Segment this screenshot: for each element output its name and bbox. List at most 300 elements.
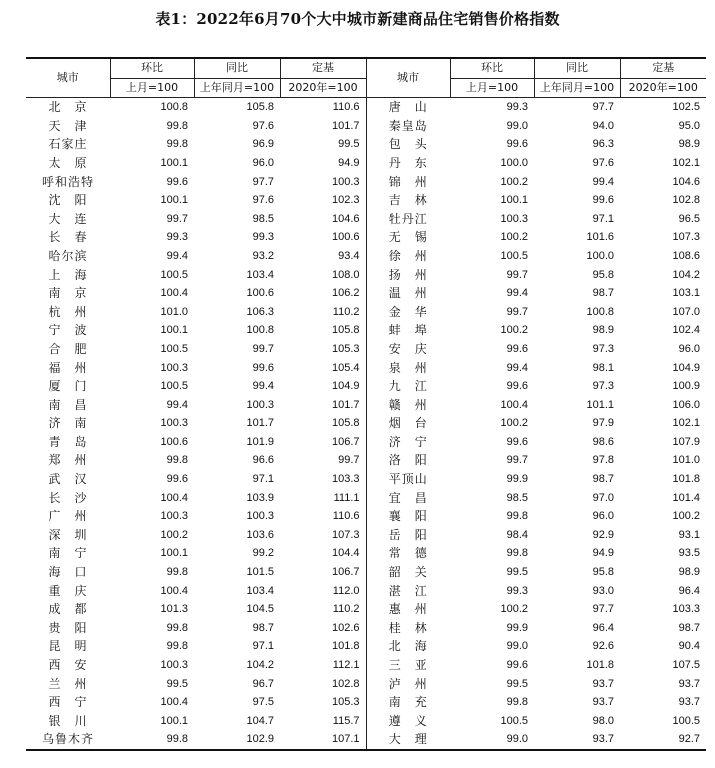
right-fixed-cell: 103.3 [672, 603, 700, 616]
left-fixed-cell: 99.7 [280, 451, 366, 470]
right-city-cell: 湛 江 [388, 583, 428, 598]
table-row [26, 154, 706, 173]
left-yoy-cell: 99.6 [252, 361, 274, 374]
left-mom-cell: 100.6 [160, 435, 188, 448]
right-yoy-cell: 93.7 [534, 730, 620, 750]
right-yoy-cell: 95.8 [592, 566, 614, 579]
header-fixed-right: 定基 [620, 58, 706, 78]
left-mom-cell: 100.5 [160, 268, 188, 281]
left-yoy-cell: 97.7 [252, 175, 274, 188]
left-city-cell: 合 肥 [48, 341, 88, 356]
left-fixed-cell: 105.4 [280, 359, 366, 378]
left-yoy-cell: 100.3 [246, 510, 274, 523]
left-yoy-cell: 104.2 [246, 659, 274, 671]
table-title: 表1：2022年6月70个大中城市新建商品住宅销售价格指数 [155, 10, 560, 28]
right-fixed-cell: 98.9 [678, 138, 700, 151]
left-yoy-cell: 105.8 [246, 101, 274, 114]
right-yoy-cell: 98.9 [592, 324, 614, 337]
right-fixed-cell: 102.5 [672, 101, 700, 114]
right-mom-cell: 99.8 [506, 510, 528, 523]
left-yoy-cell: 101.7 [246, 417, 274, 430]
table-row [26, 637, 706, 656]
right-fixed-cell: 90.4 [678, 640, 700, 653]
right-fixed-cell: 102.1 [672, 417, 700, 430]
right-city-cell: 唐 山 [388, 100, 428, 115]
left-fixed-cell: 100.3 [280, 173, 366, 192]
left-mom-cell: 100.1 [160, 324, 188, 337]
right-fixed-cell: 93.7 [678, 677, 700, 690]
left-mom-cell: 100.4 [160, 287, 188, 300]
left-city-cell: 兰 州 [48, 676, 88, 691]
left-mom-cell: 100.5 [160, 380, 188, 393]
left-yoy-cell: 100.6 [246, 287, 274, 300]
header-mom-base-right: 上月=100 [450, 78, 534, 98]
left-city-cell: 成 都 [48, 602, 88, 617]
left-mom-cell: 99.8 [166, 454, 188, 467]
left-fixed-cell: 107.1 [280, 730, 366, 750]
left-city-cell: 哈尔滨 [48, 248, 88, 263]
right-city-cell: 吉 林 [388, 193, 428, 208]
right-mom-cell: 100.2 [500, 417, 528, 430]
right-yoy-cell: 92.6 [592, 640, 614, 653]
left-city-cell: 贵 阳 [48, 620, 88, 635]
left-mom-cell: 100.2 [160, 528, 188, 541]
left-city-cell: 宁 波 [48, 323, 88, 338]
right-yoy-cell: 95.8 [592, 268, 614, 281]
right-fixed-cell: 96.4 [678, 584, 700, 597]
left-mom-cell: 99.5 [166, 677, 188, 690]
right-fixed-cell: 100.5 [672, 714, 700, 727]
left-fixed-cell: 101.7 [280, 117, 366, 136]
table-row [26, 675, 706, 694]
left-mom-cell: 99.8 [166, 640, 188, 653]
left-mom-cell: 99.8 [166, 119, 188, 132]
right-city-cell: 大 理 [366, 730, 450, 750]
table-row [26, 656, 706, 675]
left-fixed-cell: 105.8 [280, 321, 366, 340]
right-mom-cell: 100.2 [500, 603, 528, 616]
table-row [26, 135, 706, 154]
right-mom-cell: 100.1 [500, 194, 528, 207]
table-row [26, 284, 706, 303]
right-city-cell: 泸 州 [388, 676, 428, 691]
left-yoy-cell: 97.6 [252, 194, 274, 207]
left-fixed-cell: 102.8 [280, 675, 366, 694]
header-fixed-base-left: 2020年=100 [280, 78, 366, 98]
left-city-cell: 银 川 [48, 713, 88, 728]
right-city-cell: 平顶山 [388, 472, 428, 487]
right-mom-cell: 99.8 [506, 696, 528, 709]
right-mom-cell: 99.7 [506, 268, 528, 281]
left-yoy-cell: 101.5 [246, 566, 274, 579]
table-row [26, 730, 706, 750]
right-fixed-cell: 93.5 [678, 547, 700, 560]
left-yoy-cell: 106.3 [246, 305, 274, 318]
right-fixed-cell: 104.9 [672, 361, 700, 374]
left-fixed-cell: 111.1 [280, 489, 366, 508]
right-fixed-cell: 106.0 [672, 398, 700, 411]
table-row [26, 433, 706, 452]
left-mom-cell: 100.1 [160, 547, 188, 560]
left-mom-cell: 99.8 [110, 730, 194, 750]
left-mom-cell: 100.3 [160, 361, 188, 374]
right-yoy-cell: 92.9 [592, 528, 614, 541]
left-city-cell: 大 连 [48, 211, 88, 226]
right-city-cell: 惠 州 [388, 602, 428, 617]
right-mom-cell: 99.0 [506, 640, 528, 653]
right-yoy-cell: 93.7 [592, 677, 614, 690]
left-yoy-cell: 97.1 [252, 473, 274, 486]
left-fixed-cell: 105.3 [280, 340, 366, 359]
right-city-cell: 安 庆 [388, 341, 428, 356]
right-yoy-cell: 97.3 [592, 380, 614, 393]
left-yoy-cell: 103.4 [246, 268, 274, 281]
left-mom-cell: 99.7 [166, 212, 188, 225]
left-fixed-cell: 99.5 [280, 135, 366, 154]
left-city-cell: 北 京 [48, 100, 88, 115]
left-yoy-cell: 101.9 [246, 435, 274, 448]
table-row [26, 228, 706, 247]
right-yoy-cell: 94.0 [592, 119, 614, 132]
table-header [26, 58, 706, 98]
left-fixed-cell: 108.0 [280, 266, 366, 285]
right-city-cell: 常 德 [388, 546, 428, 561]
left-fixed-cell: 106.2 [280, 284, 366, 303]
table-row [26, 563, 706, 582]
left-yoy-cell: 98.7 [252, 621, 274, 634]
right-fixed-cell: 96.0 [678, 342, 700, 355]
right-mom-cell: 100.5 [500, 249, 528, 262]
table-body [26, 98, 706, 750]
right-city-cell: 包 头 [388, 137, 428, 152]
header-yoy-base-left: 上年同月=100 [194, 78, 280, 98]
right-mom-cell: 99.0 [506, 119, 528, 132]
left-city-cell: 西 安 [48, 658, 88, 672]
header-yoy-right: 同比 [534, 58, 620, 78]
header-yoy-left: 同比 [194, 58, 280, 78]
left-fixed-cell: 104.4 [280, 544, 366, 563]
right-city-cell: 岳 阳 [388, 527, 428, 542]
right-mom-cell: 100.4 [500, 398, 528, 411]
right-yoy-cell: 93.7 [592, 696, 614, 709]
right-city-cell: 徐 州 [388, 248, 428, 263]
right-mom-cell: 100.5 [500, 714, 528, 727]
left-fixed-cell: 115.7 [280, 712, 366, 731]
left-mom-cell: 99.4 [166, 249, 188, 262]
right-mom-cell: 99.5 [506, 677, 528, 690]
right-yoy-cell: 97.8 [592, 454, 614, 467]
table-row [26, 619, 706, 638]
right-mom-cell: 99.6 [506, 138, 528, 151]
left-mom-cell: 100.1 [160, 714, 188, 727]
left-city-cell: 乌鲁木齐 [26, 730, 110, 750]
table-row [26, 321, 706, 340]
table-row [26, 340, 706, 359]
left-city-cell: 青 岛 [48, 434, 88, 449]
right-mom-cell: 99.6 [506, 342, 528, 355]
right-fixed-cell: 93.1 [678, 528, 700, 541]
right-city-cell: 锦 州 [388, 174, 428, 189]
right-city-cell: 洛 阳 [388, 453, 428, 468]
right-mom-cell: 99.3 [506, 101, 528, 114]
left-yoy-cell: 102.9 [194, 730, 280, 750]
right-city-cell: 南 充 [388, 695, 428, 710]
left-city-cell: 呼和浩特 [41, 174, 94, 189]
left-city-cell: 昆 明 [48, 639, 88, 654]
right-fixed-cell: 104.6 [672, 175, 700, 188]
table-row [26, 117, 706, 136]
table-row [26, 396, 706, 415]
header-city-right: 城市 [366, 58, 450, 98]
left-city-cell: 深 圳 [48, 527, 88, 542]
left-mom-cell: 99.6 [166, 175, 188, 188]
left-fixed-cell: 105.8 [280, 414, 366, 433]
left-city-cell: 重 庆 [48, 583, 88, 598]
right-yoy-cell: 101.1 [586, 398, 614, 411]
right-yoy-cell: 97.7 [592, 603, 614, 616]
left-yoy-cell: 96.6 [252, 454, 274, 467]
left-city-cell: 广 州 [48, 509, 88, 524]
left-mom-cell: 99.8 [166, 566, 188, 579]
right-city-cell: 北 海 [388, 639, 428, 654]
left-fixed-cell: 110.2 [280, 303, 366, 322]
table-row [26, 414, 706, 433]
right-yoy-cell: 98.6 [592, 435, 614, 448]
right-city-cell: 宜 昌 [388, 490, 428, 505]
left-yoy-cell: 97.5 [252, 696, 274, 709]
right-fixed-cell: 102.8 [672, 194, 700, 207]
left-mom-cell: 101.0 [160, 305, 188, 318]
right-yoy-cell: 101.6 [586, 231, 614, 244]
left-fixed-cell: 102.3 [280, 191, 366, 210]
left-mom-cell: 99.3 [166, 231, 188, 244]
table-row [26, 266, 706, 285]
right-mom-cell: 99.6 [506, 380, 528, 393]
right-city-cell: 金 华 [388, 304, 428, 319]
left-mom-cell: 99.8 [166, 621, 188, 634]
right-fixed-cell: 101.4 [672, 491, 700, 504]
right-fixed-cell: 101.0 [672, 454, 700, 467]
right-mom-cell: 100.2 [500, 231, 528, 244]
left-yoy-cell: 97.1 [252, 640, 274, 653]
left-yoy-cell: 98.5 [252, 212, 274, 225]
left-fixed-cell: 101.8 [280, 637, 366, 656]
table-row [26, 173, 706, 192]
right-fixed-cell: 107.0 [672, 305, 700, 318]
right-city-cell: 温 州 [388, 286, 428, 301]
left-city-cell: 长 春 [48, 230, 88, 245]
right-yoy-cell: 96.4 [592, 621, 614, 634]
left-fixed-cell: 112.1 [280, 656, 366, 675]
left-mom-cell: 100.1 [160, 194, 188, 207]
right-city-cell: 桂 林 [388, 620, 428, 635]
right-city-cell: 蚌 埠 [388, 323, 428, 338]
right-mom-cell: 100.0 [500, 156, 528, 169]
right-city-cell: 襄 阳 [388, 509, 428, 524]
right-mom-cell: 99.6 [506, 435, 528, 448]
right-fixed-cell: 98.9 [678, 566, 700, 579]
left-yoy-cell: 93.2 [252, 249, 274, 262]
left-city-cell: 长 沙 [48, 490, 88, 505]
right-mom-cell: 100.2 [500, 324, 528, 337]
table-row [26, 247, 706, 266]
right-city-cell: 烟 台 [388, 416, 428, 431]
table-row [26, 693, 706, 712]
right-mom-cell: 99.4 [506, 287, 528, 300]
right-mom-cell: 99.9 [506, 621, 528, 634]
right-mom-cell: 99.0 [450, 730, 534, 750]
right-yoy-cell: 101.8 [586, 659, 614, 671]
left-city-cell: 厦 门 [48, 379, 88, 394]
right-fixed-cell: 103.1 [672, 287, 700, 300]
header-mom-base-left: 上月=100 [110, 78, 194, 98]
right-mom-cell: 98.5 [506, 491, 528, 504]
right-fixed-cell: 107.5 [672, 659, 700, 671]
left-yoy-cell: 100.3 [246, 398, 274, 411]
right-fixed-cell: 92.7 [620, 730, 706, 750]
left-yoy-cell: 103.9 [246, 491, 274, 504]
right-fixed-cell: 101.8 [672, 473, 700, 486]
header-fixed-left: 定基 [280, 58, 366, 78]
table-row [26, 712, 706, 731]
left-yoy-cell: 99.2 [252, 547, 274, 560]
left-city-cell: 杭 州 [48, 304, 88, 319]
left-city-cell: 济 南 [48, 416, 88, 431]
left-fixed-cell: 104.6 [280, 210, 366, 229]
left-yoy-cell: 99.3 [252, 231, 274, 244]
right-mom-cell: 99.8 [506, 547, 528, 560]
right-yoy-cell: 97.1 [592, 212, 614, 225]
right-city-cell: 无 锡 [388, 230, 428, 245]
right-fixed-cell: 98.7 [678, 621, 700, 634]
header-yoy-base-right: 上年同月=100 [534, 78, 620, 98]
left-mom-cell: 100.4 [160, 696, 188, 709]
left-city-cell: 海 口 [48, 565, 88, 580]
right-city-cell: 九 江 [388, 379, 428, 394]
header-mom-left: 环比 [110, 58, 194, 78]
left-fixed-cell: 110.6 [280, 507, 366, 526]
right-yoy-cell: 98.7 [592, 473, 614, 486]
left-fixed-cell: 104.9 [280, 377, 366, 396]
right-fixed-cell: 96.5 [678, 212, 700, 225]
right-city-cell: 韶 关 [388, 565, 428, 580]
right-mom-cell: 100.3 [500, 212, 528, 225]
right-fixed-cell: 104.2 [672, 268, 700, 281]
right-yoy-cell: 94.9 [592, 547, 614, 560]
table-row [26, 489, 706, 508]
right-mom-cell: 99.3 [506, 584, 528, 597]
right-fixed-cell: 102.4 [672, 324, 700, 337]
left-city-cell: 太 原 [48, 155, 88, 170]
right-city-cell: 三 亚 [388, 658, 428, 672]
right-mom-cell: 98.4 [506, 528, 528, 541]
right-yoy-cell: 96.3 [592, 138, 614, 151]
right-yoy-cell: 96.0 [592, 510, 614, 523]
right-yoy-cell: 98.1 [592, 361, 614, 374]
table-row [26, 359, 706, 378]
left-city-cell: 南 昌 [48, 397, 88, 412]
right-yoy-cell: 97.0 [592, 491, 614, 504]
right-yoy-cell: 93.0 [592, 584, 614, 597]
right-city-cell: 赣 州 [388, 397, 428, 412]
right-city-cell: 扬 州 [388, 267, 428, 282]
right-mom-cell: 99.9 [506, 473, 528, 486]
left-mom-cell: 101.3 [160, 603, 188, 616]
right-city-cell: 秦皇岛 [388, 118, 428, 133]
table-row [26, 544, 706, 563]
left-yoy-cell: 96.7 [252, 677, 274, 690]
left-city-cell: 武 汉 [48, 472, 88, 487]
right-yoy-cell: 97.7 [592, 101, 614, 114]
right-mom-cell: 100.2 [500, 175, 528, 188]
left-city-cell: 西 宁 [48, 695, 88, 710]
right-fixed-cell: 107.3 [672, 231, 700, 244]
left-yoy-cell: 99.4 [252, 380, 274, 393]
left-fixed-cell: 101.7 [280, 396, 366, 415]
left-fixed-cell: 94.9 [280, 154, 366, 173]
right-city-cell: 济 宁 [388, 434, 428, 449]
right-fixed-cell: 107.9 [672, 435, 700, 448]
left-mom-cell: 100.4 [160, 584, 188, 597]
table-row [26, 507, 706, 526]
left-mom-cell: 100.3 [160, 510, 188, 523]
right-yoy-cell: 99.6 [592, 194, 614, 207]
right-mom-cell: 99.6 [506, 659, 528, 671]
left-fixed-cell: 93.4 [280, 247, 366, 266]
table-row [26, 210, 706, 229]
right-fixed-cell: 93.7 [678, 696, 700, 709]
table-row [26, 377, 706, 396]
left-mom-cell: 100.1 [160, 156, 188, 169]
header-fixed-base-right: 2020年=100 [620, 78, 706, 98]
table-row [26, 600, 706, 619]
left-city-cell: 福 州 [48, 360, 88, 375]
left-mom-cell: 100.3 [160, 417, 188, 430]
left-fixed-cell: 107.3 [280, 526, 366, 545]
right-yoy-cell: 100.8 [586, 305, 614, 318]
right-yoy-cell: 98.0 [592, 714, 614, 727]
right-fixed-cell: 102.1 [672, 156, 700, 169]
left-mom-cell: 99.6 [166, 473, 188, 486]
left-mom-cell: 100.5 [160, 342, 188, 355]
right-city-cell: 遵 义 [388, 713, 428, 728]
left-yoy-cell: 97.6 [252, 119, 274, 132]
left-mom-cell: 100.8 [160, 101, 188, 114]
left-yoy-cell: 104.7 [246, 714, 274, 727]
left-city-cell: 南 京 [48, 286, 88, 301]
left-city-cell: 上 海 [48, 267, 88, 282]
table-row [26, 451, 706, 470]
left-mom-cell: 100.3 [160, 659, 188, 671]
left-fixed-cell: 110.6 [280, 98, 366, 117]
right-mom-cell: 99.5 [506, 566, 528, 579]
right-fixed-cell: 95.0 [678, 119, 700, 132]
table-row [26, 470, 706, 489]
right-yoy-cell: 97.9 [592, 417, 614, 430]
left-yoy-cell: 103.6 [246, 528, 274, 541]
right-yoy-cell: 100.0 [586, 249, 614, 262]
left-fixed-cell: 102.6 [280, 619, 366, 638]
left-fixed-cell: 106.7 [280, 433, 366, 452]
left-city-cell: 石家庄 [48, 137, 88, 152]
left-yoy-cell: 100.8 [246, 324, 274, 337]
left-yoy-cell: 96.9 [252, 138, 274, 151]
header-mom-right: 环比 [450, 58, 534, 78]
left-yoy-cell: 99.7 [252, 342, 274, 355]
left-yoy-cell: 103.4 [246, 584, 274, 597]
left-city-cell: 沈 阳 [48, 193, 88, 208]
right-yoy-cell: 98.7 [592, 287, 614, 300]
